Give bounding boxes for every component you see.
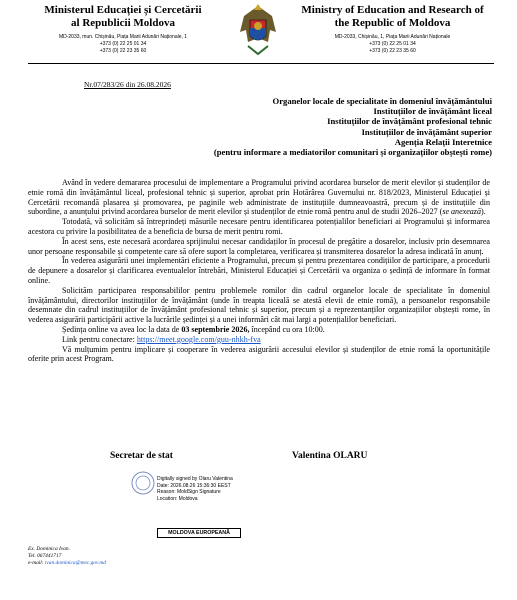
digital-line: Reason: MoldSign Signature bbox=[157, 489, 221, 496]
paragraph-5: Solicităm participarea responsabililor pentru problemele romilor din cadrul organelor locale de specialitate în domeniul învățământului, directorilor instituțiilor de învățământ (unde în treapta liceală se atestă elevii de etnie romă), a persoanelor responsabile desemnate din cadrul instituțiilor de învățământ profesional tehnic și superior, precum și a reprezentanților organizațiilor obștești rome, în vederea asigurării participării active la lucrările ședinței și a unei informări cât mai largi a potențialilor beneficiari. bbox=[28, 285, 490, 325]
addressee-line: Agenția Relații Interetnice bbox=[394, 136, 492, 147]
paragraph-2: Totodată, vă solicităm să întreprindeți măsurile necesare pentru identificarea potențialilor beneficiari ai Programului și informarea acestora cu privire la posibilitatea de a beneficia de bursa de merit pentru romi. bbox=[28, 217, 490, 236]
left-ministry-title bbox=[28, 4, 218, 30]
addressee-block bbox=[192, 96, 492, 157]
left-address: MD-2033, mun. Chișinău, Piața Marii Adunări Naționale, 1 bbox=[58, 34, 188, 40]
left-title-line-2: al Republicii Moldova bbox=[71, 17, 175, 29]
header-divider bbox=[28, 63, 494, 64]
paragraph-3: În acest sens, este necesară acordarea sprijinului necesar candidaților în procesul de pregătire a dosarelor, inclusiv prin desemnarea unor persoane responsabile și competente care să ofere suport la completarea, verificarea și transmiterea dosarelor la adresa indicată în anunț. bbox=[28, 236, 490, 256]
signature-badge: MOLDOVA EUROPEANĂ bbox=[157, 528, 241, 538]
paragraph-8: Vă mulțumim pentru implicare și cooperare în vederea asigurării accesului elevilor și studenților de etnie romă la oportunitățile oferite prin acest Program. bbox=[28, 344, 490, 364]
addressee-line: Instituțiilor de învățământ liceal bbox=[373, 106, 492, 117]
right-address-block bbox=[290, 34, 495, 55]
executor-name: Ex. Dominica Ivan. bbox=[28, 546, 70, 552]
right-phone-2: +373 (0) 22 23 35 60 bbox=[369, 48, 416, 54]
paragraph-1: Având în vedere demararea procesului de implementare a Programului privind acordarea burselor de merit elevilor și studenților de etnie romă din învățământul liceal, profesional tehnic și superior, aprobat prin Hotărârea Guvernului nr. 818/2023, Ministerul Educației și Cercetării recomandă plasarea și promovarea, pe paginile web administrate de instituțiile dumneavoastră, precum și de instituțiile din subordine, a anunțului privind acordarea burselor de merit elevilor și studenților de etnie romă pentru anul de studii 2026–2027 (se anexează). bbox=[28, 178, 490, 217]
signature-stamp-icon bbox=[130, 470, 156, 496]
executor-email-row: e-mail: ivan.dominica@mec.gov.md bbox=[28, 560, 106, 566]
digital-line: Location: Moldova bbox=[157, 495, 198, 502]
addressee-line: Instituțiilor de învățământ profesional tehnic bbox=[327, 116, 492, 127]
right-title-line-1: Ministry of Education and Research of bbox=[301, 4, 484, 16]
letter-body bbox=[28, 178, 490, 364]
addressee-line: (pentru informare a mediatorilor comunitari și organizațiilor obștești rome) bbox=[213, 147, 492, 158]
digital-line: Digitally signed by Olaru Valentina bbox=[157, 476, 233, 482]
executor-email[interactable]: ivan.dominica@mec.gov.md bbox=[44, 560, 106, 566]
reference-number: Nr.07/283/26 din 26.08.2026 bbox=[84, 80, 171, 89]
signatory-name: Valentina OLARU bbox=[292, 451, 368, 461]
left-phone-1: +373 (0) 22 25 01 34 bbox=[99, 41, 147, 47]
executor-block bbox=[28, 546, 106, 567]
meeting-date: 03 septembrie 2026, bbox=[181, 324, 250, 334]
right-ministry-title bbox=[290, 4, 495, 30]
right-title-line-2: the Republic of Moldova bbox=[334, 17, 451, 29]
addressee-line: Organelor locale de specialitate în domeniul învățământului bbox=[272, 96, 492, 106]
right-address: MD-2033, Chișinău, 1, Piața Marii Adunări Naționale bbox=[334, 34, 451, 40]
right-phone-1: +373 (0) 22 25 01 34 bbox=[369, 41, 416, 47]
coat-of-arms-icon bbox=[236, 2, 280, 64]
digital-line: Date: 2026.08.26 15:36:30 EEST bbox=[157, 482, 231, 489]
annex-note: se anexează bbox=[442, 207, 481, 217]
addressee-line: Instituțiilor de învățământ superior bbox=[361, 126, 492, 137]
left-title-line-1: Ministerul Educației și Cercetării bbox=[44, 4, 202, 16]
executor-phone: Tel. 067441717 bbox=[28, 553, 62, 559]
paragraph-6: Ședința online va avea loc la data de 03 septembrie 2026, începând cu ora 10:00. bbox=[62, 324, 325, 334]
paragraph-7: Link pentru conectare: https://meet.google.com/guu-nhkh-fva bbox=[62, 334, 261, 344]
meeting-link[interactable]: https://meet.google.com/guu-nhkh-fva bbox=[136, 334, 261, 344]
left-address-block bbox=[28, 34, 218, 55]
paragraph-4: În vederea asigurării unei implementări eficiente a Programului, precum și pentru prezentarea condițiilor de participare, a procedurii de depunere a dosarelor și clarificarea eventualelor întrebări, Ministerul Educației și Cercetării va organiza o ședință de informare în format online. bbox=[28, 256, 490, 285]
signatory-position: Secretar de stat bbox=[110, 451, 173, 461]
digital-signature-info bbox=[157, 476, 233, 502]
left-phone-2: +373 (0) 22 23 35 60 bbox=[99, 48, 147, 54]
